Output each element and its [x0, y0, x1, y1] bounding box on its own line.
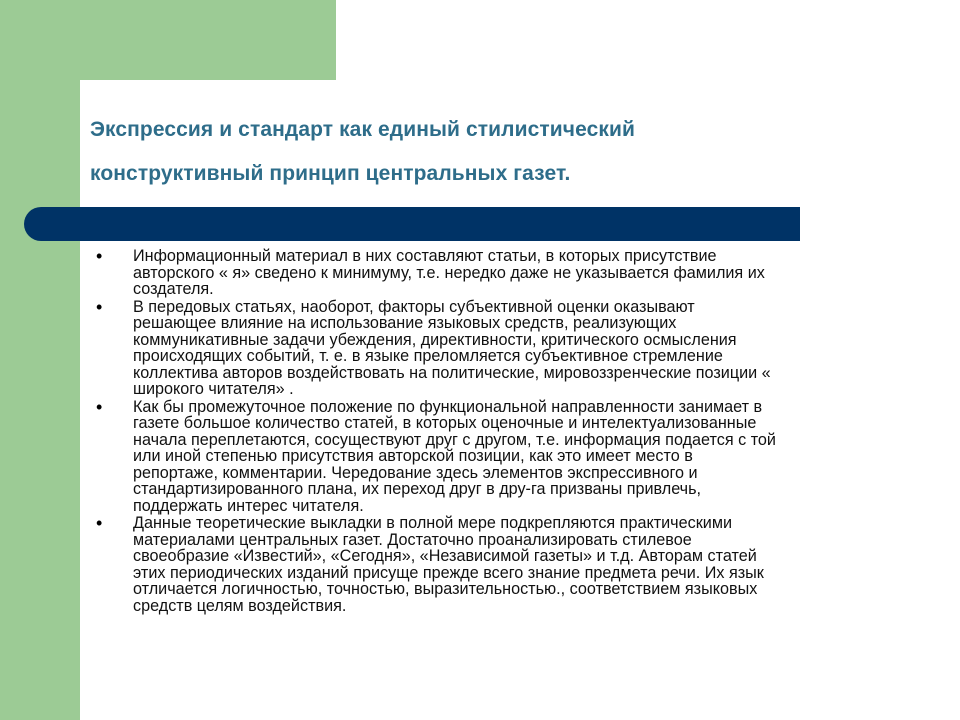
bullet-item-1	[96, 248, 896, 298]
bullet-line: Информационный материал в них составляют статьи, в которых присутствие	[133, 247, 717, 265]
bullet-line: своеобразие «Известий», «Сегодня», «Независимой газеты» и т.д. Авторам статей	[133, 547, 757, 565]
bullet-line: этих периодических изданий присуще прежде всего знание предмета речи. Их язык	[133, 563, 764, 582]
bullet-line: Как бы промежуточное положение по функциональной направленности занимает в	[133, 397, 763, 416]
bullet-line: или иной степенью присутствия авторской позиции, как это имеет место в	[133, 447, 693, 465]
bullet-item-4	[96, 515, 896, 614]
bullet-line: создателя.	[133, 280, 214, 298]
bullet-line: коммуникативные задачи убеждения, директивности, критического осмысления	[133, 330, 737, 349]
bullet-line: отличается логичностью, точностью, выразительностью., соответствием языковых	[133, 580, 758, 598]
bullet-item-2	[96, 296, 896, 398]
bullet-line: репортаже, комментарии. Чередование здесь элементов экспрессивного и	[133, 463, 698, 482]
bullet-line: авторского « я» сведено к минимуму, т.е. нередко даже не указывается фамилия их	[133, 263, 765, 282]
decorative-green-band-left	[0, 0, 80, 720]
bullet-dot-icon: •	[96, 296, 103, 317]
bullet-dot-icon: •	[96, 513, 103, 533]
bullet-line: происходящих событий, т. е. в языке преломляется субъективное стремление	[133, 347, 723, 365]
bullet-line: решающее влияние на использование языковых средств, реализующих	[133, 314, 677, 332]
bullet-line: широкого читателя» .	[133, 380, 294, 398]
bullet-line: В передовых статьях, наоборот, факторы субъективной оценки оказывают	[133, 297, 695, 316]
slide-title-line-1: Экспрессия и стандарт как единый стилистический	[90, 118, 635, 141]
bullet-line: начала переплетаются, сосуществуют друг с другом, т.е. информация подается с той	[133, 430, 776, 449]
bullet-list	[96, 248, 896, 615]
bullet-line: средств целям воздействия.	[133, 596, 347, 615]
bullet-item-3	[96, 396, 896, 515]
bullet-line: коллектива авторов воздействовать на политические, мировоззренческие позиции «	[133, 363, 771, 382]
slide-title-line-2: конструктивный принцип центральных газет.	[90, 162, 571, 185]
title-underline-bar	[24, 207, 800, 241]
bullet-line: газете большое количество статей, в которых оценочные и интелектуализованные	[133, 414, 757, 432]
bullet-line: Данные теоретические выкладки в полной мере подкрепляются практическими	[133, 514, 732, 532]
slide-title	[90, 108, 810, 196]
bullet-dot-icon: •	[96, 246, 103, 266]
bullet-line: стандартизированного плана, их переход друг в дру-га призваны привлечь,	[133, 480, 702, 498]
bullet-line: материалами центральных газет. Достаточно проанализировать стилевое	[133, 530, 692, 549]
bullet-line: поддержать интерес читателя.	[133, 496, 364, 515]
bullet-dot-icon: •	[96, 396, 103, 417]
